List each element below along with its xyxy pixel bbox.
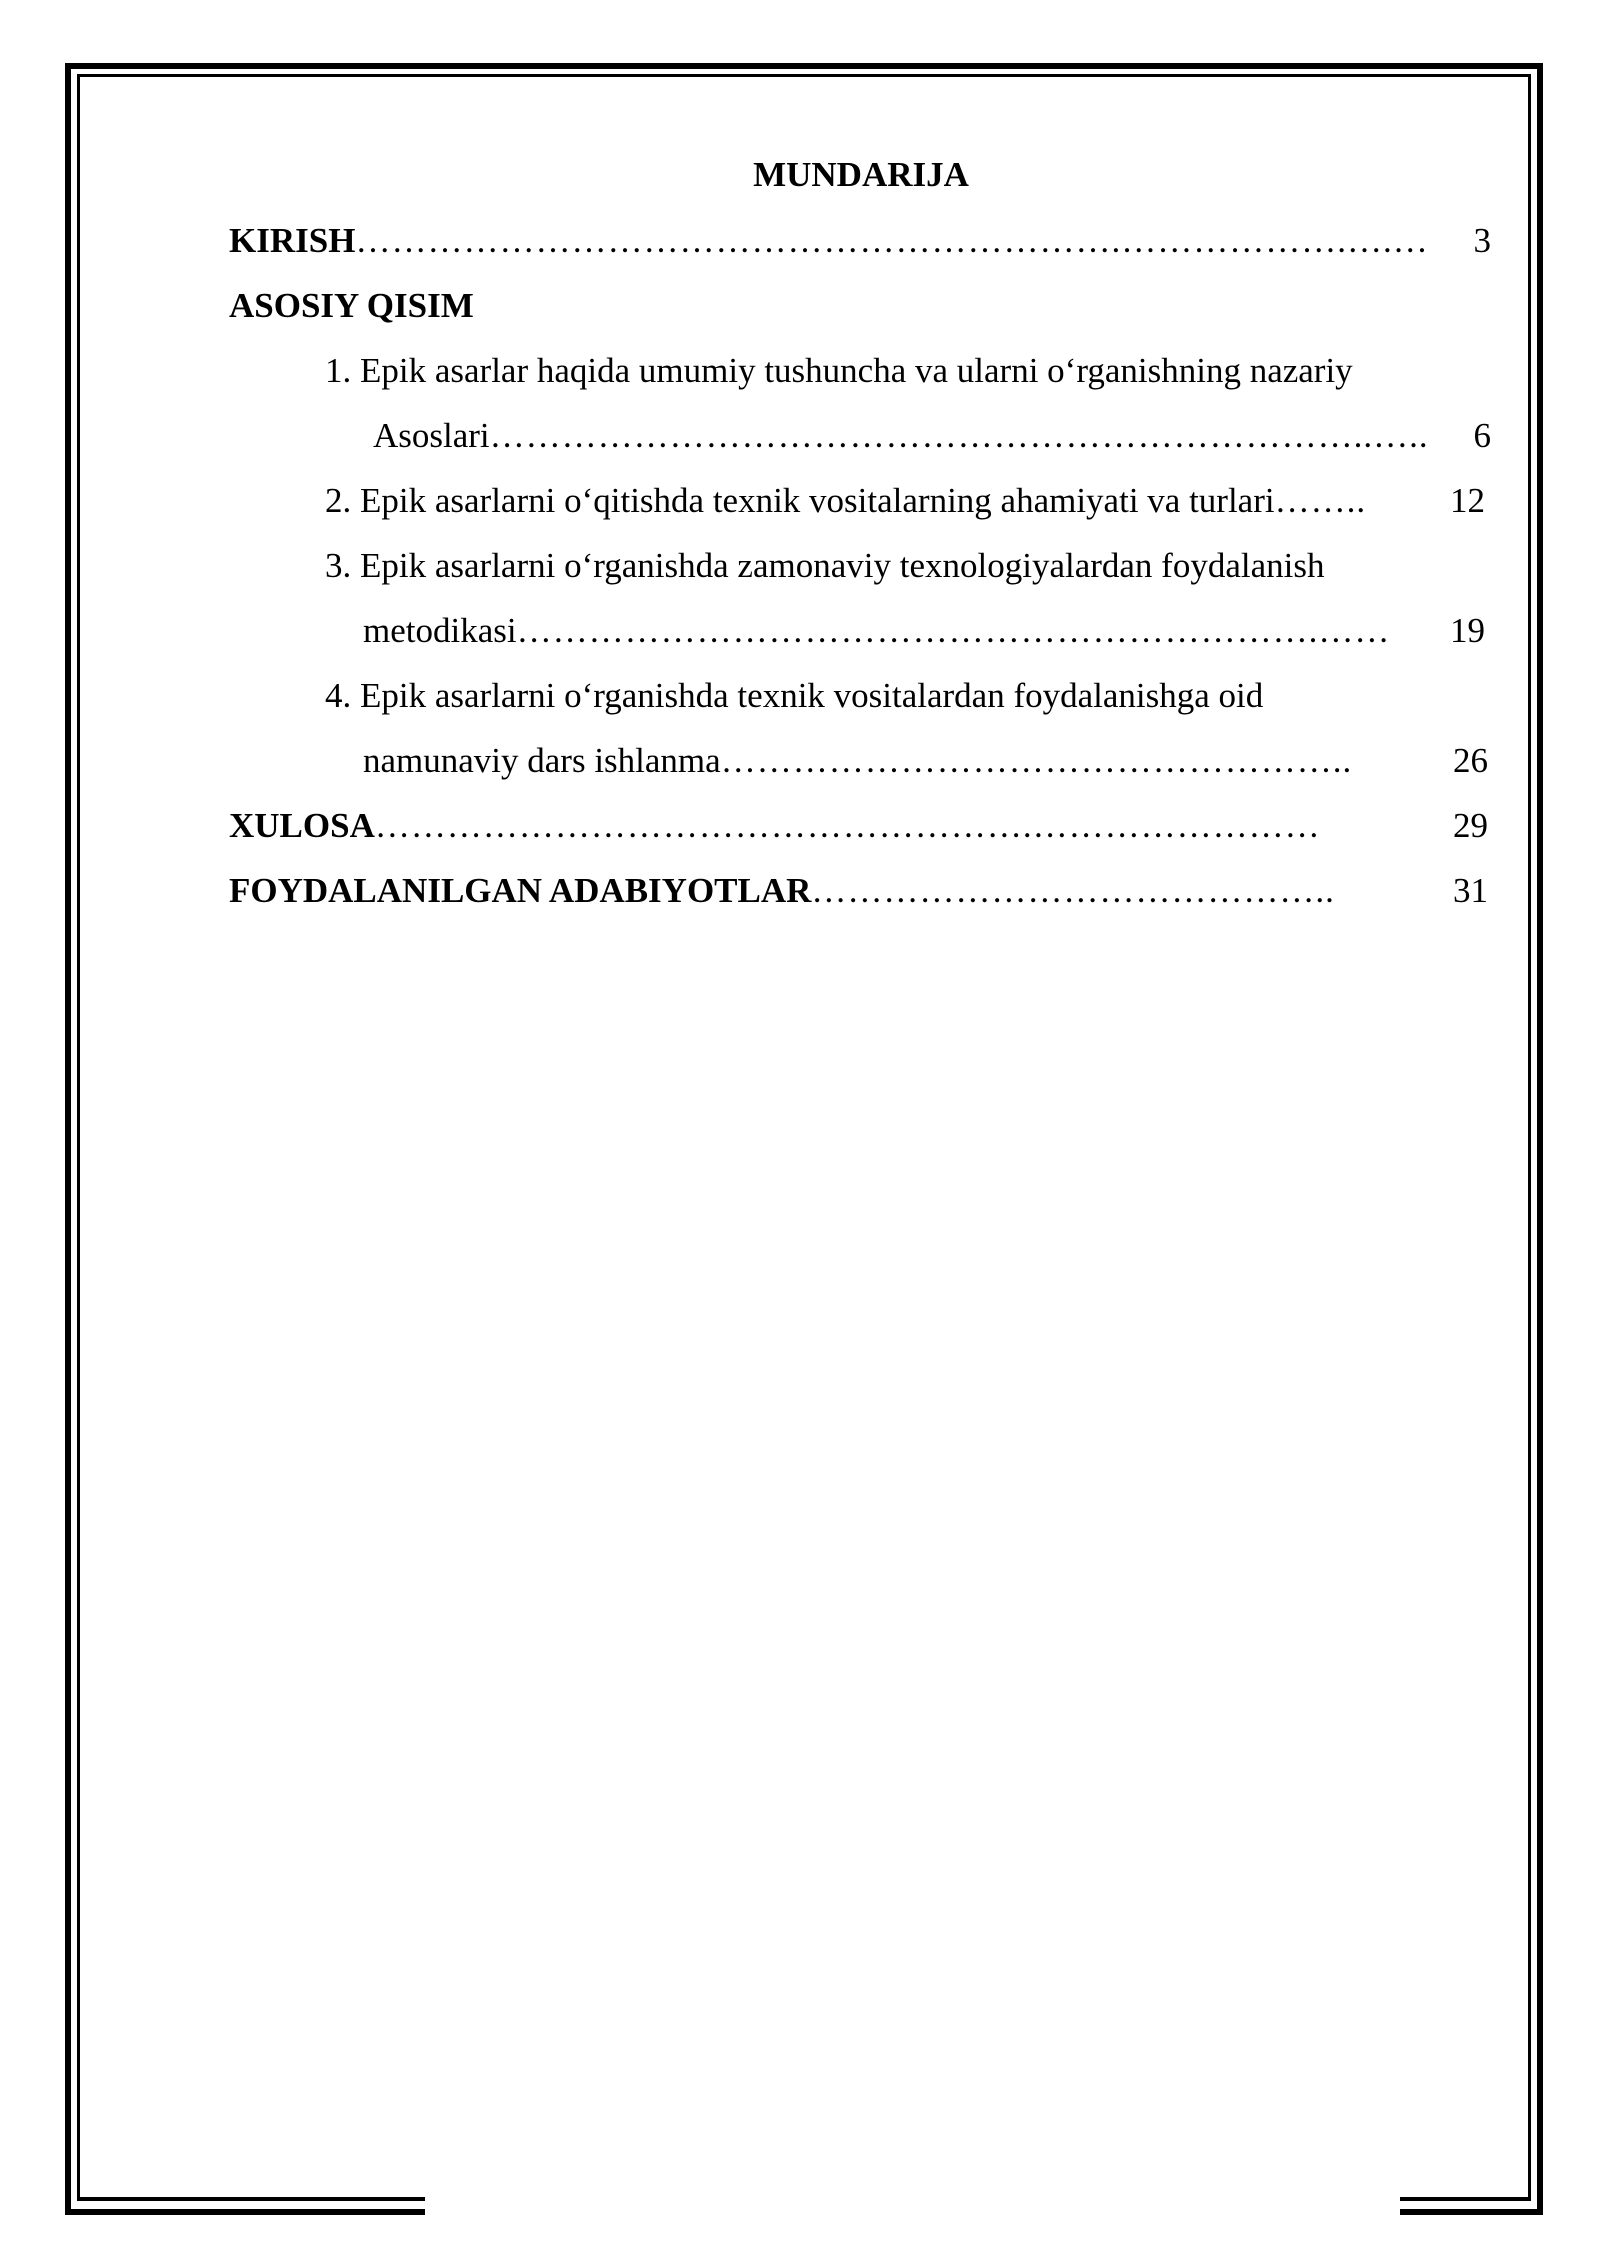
toc-page-number: 19	[1450, 611, 1485, 650]
toc-entry-item-3[interactable]	[363, 608, 1485, 654]
toc-entry-label: FOYDALANILGAN ADABIYOTLAR	[229, 871, 812, 910]
toc-leader-dots: ………………………………………………………….……	[516, 611, 1391, 650]
toc-page-number: 12	[1450, 481, 1485, 520]
toc-entry-item-4[interactable]	[363, 738, 1488, 784]
toc-item-1-line1[interactable]: 1. Epik asarlar haqida umumiy tushuncha va ularni o‘rganishning nazariy	[325, 351, 1353, 390]
toc-item-4-line1[interactable]: 4. Epik asarlarni o‘rganishda texnik vositalardan foydalanishga oid	[325, 676, 1264, 715]
frame-top-inner	[77, 74, 1531, 77]
toc-page-number: 26	[1453, 741, 1488, 780]
toc-page-number: 6	[1473, 416, 1491, 455]
frame-top-outer	[65, 63, 1543, 69]
page-title: MUNDARIJA	[753, 155, 969, 194]
toc-page-number: 29	[1453, 806, 1488, 845]
toc-page-number: 31	[1453, 871, 1488, 910]
toc-item-3-line1[interactable]: 3. Epik asarlarni o‘rganishda zamonaviy texnologiyalardan foydalanish	[325, 546, 1325, 585]
frame-bottom-left-outer	[65, 2209, 425, 2215]
toc-leader-dots: ……………………………………..	[811, 871, 1335, 910]
toc-entry-label: Asoslari	[373, 416, 490, 455]
frame-bottom-right-outer	[1400, 2209, 1543, 2215]
toc-leader-dots: ……..	[1274, 481, 1367, 520]
frame-bottom-right-inner	[1400, 2197, 1531, 2201]
toc-entry-label: XULOSA	[229, 806, 375, 845]
frame-left-outer	[65, 63, 71, 2215]
toc-entry-item-2[interactable]	[325, 478, 1485, 524]
toc-entry-label: namunaviy dars ishlanma	[363, 741, 721, 780]
toc-leader-dots: ……………………………………………………….……………….….…	[355, 221, 1429, 260]
toc-entry-adabiyotlar[interactable]	[229, 868, 1488, 914]
frame-right-outer	[1537, 63, 1543, 2215]
toc-leader-dots: ……………………………………………..	[720, 741, 1353, 780]
frame-left-inner	[77, 74, 80, 2200]
toc-leader-dots: ………………………………………………………………..…..	[489, 416, 1429, 455]
toc-page-number: 3	[1473, 221, 1491, 260]
toc-entry-xulosa[interactable]	[229, 803, 1488, 849]
toc-entry-item-1[interactable]	[373, 413, 1491, 459]
toc-entry-label: metodikasi	[363, 611, 517, 650]
frame-bottom-left-inner	[77, 2197, 425, 2201]
toc-section-heading: ASOSIY QISIM	[229, 286, 474, 325]
toc-entry-label: KIRISH	[229, 221, 356, 260]
frame-right-inner	[1528, 74, 1531, 2200]
toc-leader-dots: ……………………………………………….……………………	[374, 806, 1321, 845]
toc-entry-label: 2. Epik asarlarni o‘qitishda texnik vositalarning ahamiyati va turlari	[325, 481, 1275, 520]
toc-entry-kirish[interactable]	[229, 218, 1491, 264]
